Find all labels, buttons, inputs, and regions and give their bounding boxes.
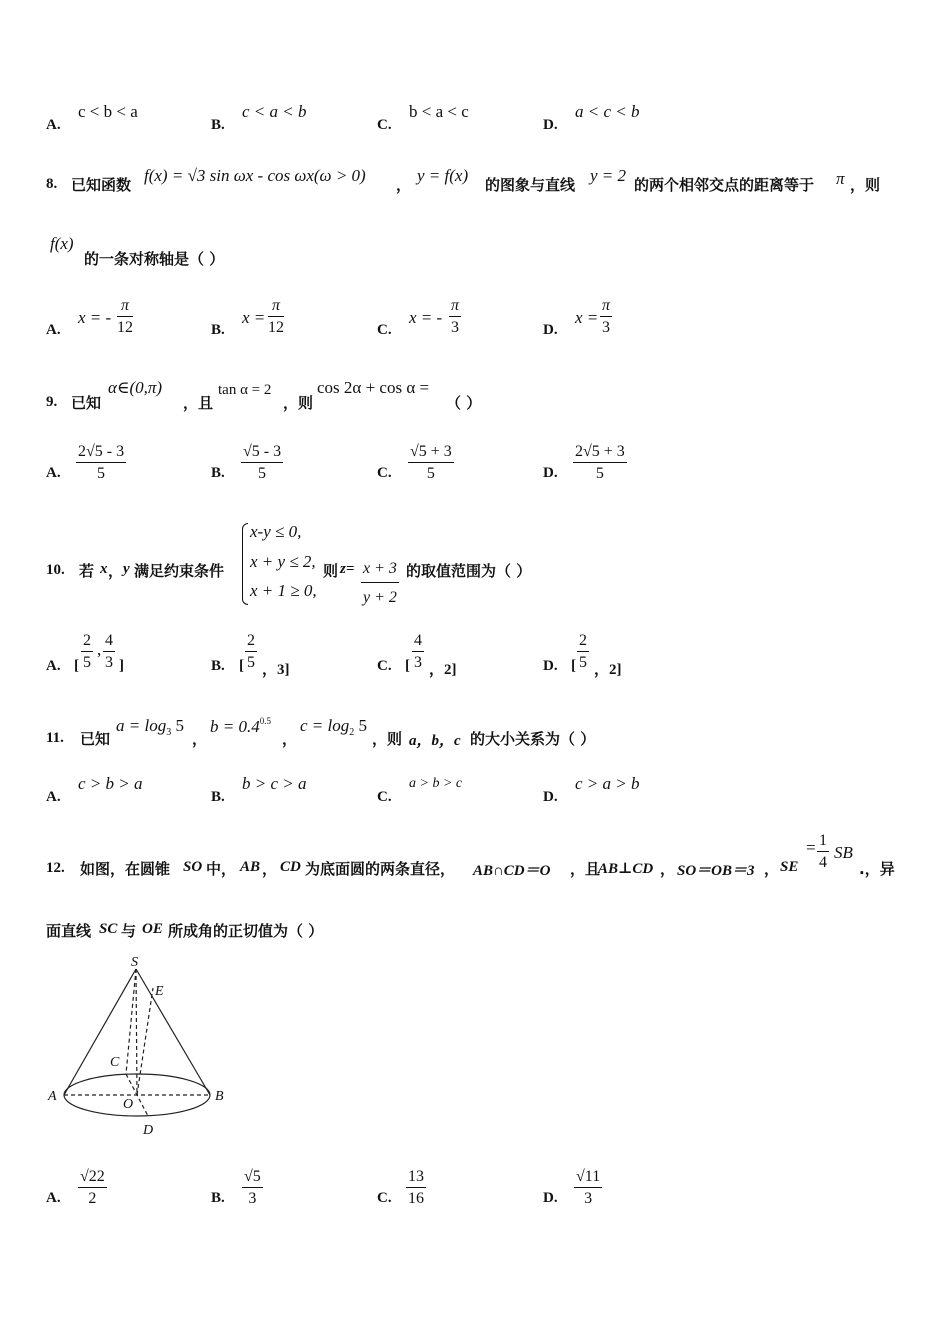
q12-frac-den: 4 bbox=[819, 854, 827, 871]
q10-text-3: 则 bbox=[323, 562, 339, 580]
q12-option-a-den: 2 bbox=[88, 1190, 97, 1207]
q10-text-2: 满足约束条件 bbox=[134, 562, 225, 580]
q12-sep-1: ， bbox=[262, 860, 278, 878]
q9-option-d-frac bbox=[573, 443, 627, 483]
q12-option-b-label: B. bbox=[211, 1190, 225, 1206]
q11-comma-1: ， bbox=[192, 730, 208, 748]
label-b: B bbox=[215, 1089, 224, 1104]
q12-option-c-label: C. bbox=[377, 1190, 392, 1206]
q9-option-d-num: 2√5 + 3 bbox=[575, 443, 625, 460]
q12-option-c-den: 16 bbox=[408, 1190, 424, 1207]
q11-text-2: ，则 bbox=[372, 730, 403, 748]
q10-constraint-3: x + 1 ≥ 0, bbox=[250, 581, 317, 600]
q9-option-b-num: √5 - 3 bbox=[243, 443, 282, 460]
q10-option-c-frac bbox=[412, 632, 424, 672]
q9-option-c-frac bbox=[408, 443, 454, 483]
q10-option-b-d1: 5 bbox=[247, 654, 255, 671]
q10-option-a-frac-2 bbox=[103, 632, 115, 672]
q9-option-a-label: A. bbox=[46, 465, 61, 481]
q8-text-2: 的图象与直线 bbox=[485, 176, 576, 194]
q8-option-c-den: 3 bbox=[451, 319, 459, 336]
q9-option-a-num: 2√5 - 3 bbox=[78, 443, 125, 460]
base-ellipse-front bbox=[64, 1095, 210, 1116]
q11-option-c-label: C. bbox=[377, 789, 392, 805]
q9-cond-2: tan α = 2 bbox=[218, 382, 272, 398]
q8-pi: π bbox=[836, 169, 845, 188]
q9-number: 9. bbox=[46, 394, 58, 410]
q10-z: z= bbox=[340, 561, 355, 577]
q12-sep-3: ， bbox=[764, 860, 780, 878]
label-c: C bbox=[110, 1055, 120, 1070]
q9-option-c-label: C. bbox=[377, 465, 392, 481]
q12-option-b-den: 3 bbox=[248, 1190, 257, 1207]
q12-frac-num: 1 bbox=[819, 832, 827, 849]
q12-text-1: 如图，在圆锥 bbox=[80, 860, 171, 878]
q9-option-b-den: 5 bbox=[258, 465, 267, 482]
q9-option-c-num: √5 + 3 bbox=[410, 443, 452, 460]
q11-a-pre: a = log bbox=[116, 716, 167, 735]
q12-ab: AB bbox=[240, 859, 261, 875]
q9-option-a-frac bbox=[76, 443, 126, 483]
q12-text-7: 与 bbox=[121, 922, 137, 940]
q11-option-d-label: D. bbox=[543, 789, 558, 805]
q12-text-2: 中， bbox=[206, 860, 237, 878]
q9-option-b-label: B. bbox=[211, 465, 225, 481]
q7-option-b-label: B. bbox=[211, 117, 225, 133]
q7-option-a-label: A. bbox=[46, 117, 61, 133]
q8-option-b-label: B. bbox=[211, 322, 225, 338]
q11-a-sub: 3 bbox=[166, 727, 172, 738]
q10-option-b-n1: 2 bbox=[247, 632, 255, 649]
q10-text-4: 的取值范围为（ ） bbox=[406, 562, 532, 580]
q10-text-1: 若 bbox=[79, 562, 95, 580]
q8-option-b-pre: x = bbox=[242, 308, 266, 327]
q12-cd: CD bbox=[280, 859, 301, 875]
q9-option-c-den: 5 bbox=[426, 465, 435, 482]
q9-cond-1: α∈(0,π) bbox=[108, 378, 163, 397]
q10-option-d-n1: 2 bbox=[579, 632, 587, 649]
q10-option-a-n2: 4 bbox=[105, 632, 113, 649]
q11-text-3: 的大小关系为（ ） bbox=[470, 730, 596, 748]
q11-c-sub: 2 bbox=[349, 727, 355, 738]
q12-so: SO bbox=[183, 859, 203, 875]
q10-option-d-rest: ，2] bbox=[594, 662, 622, 678]
q10-option-d-d1: 5 bbox=[579, 654, 587, 671]
q9-option-d-den: 5 bbox=[595, 465, 604, 482]
label-d: D bbox=[143, 1123, 154, 1138]
q12-option-c-frac bbox=[406, 1168, 426, 1208]
q10-constraint-1: x-y ≤ 0, bbox=[250, 522, 302, 541]
q10-option-d-lb: [ bbox=[571, 658, 576, 674]
q12-eq: SO＝OB＝3 bbox=[677, 863, 755, 879]
q9-text-4: （ ） bbox=[446, 394, 482, 412]
q12-intersection: AB∩CD＝O bbox=[473, 863, 551, 879]
q12-frac bbox=[817, 832, 829, 872]
q11-option-b-expr: b > c > a bbox=[242, 774, 307, 793]
q11-b-sup: 0.5 bbox=[259, 716, 271, 726]
q11-a-post: 5 bbox=[175, 716, 184, 735]
q8-option-c-label: C. bbox=[377, 322, 392, 338]
q8-line: y = 2 bbox=[590, 166, 627, 185]
q7-option-d-label: D. bbox=[543, 117, 558, 133]
q10-option-a-d2: 3 bbox=[105, 654, 113, 671]
q9-text-2: ，且 bbox=[183, 394, 214, 412]
q11-option-b-label: B. bbox=[211, 789, 225, 805]
q12-option-c-num: 13 bbox=[408, 1168, 424, 1185]
q12-option-a-label: A. bbox=[46, 1190, 61, 1206]
q7-option-b-expr: c < a < b bbox=[242, 102, 307, 121]
q8-option-c-pre: x = - bbox=[409, 308, 443, 327]
q10-option-a-lb: [ bbox=[74, 658, 79, 674]
q10-option-b-label: B. bbox=[211, 658, 225, 674]
q10-option-a-n1: 2 bbox=[83, 632, 91, 649]
q11-a bbox=[116, 716, 184, 738]
q8-number: 8. bbox=[46, 176, 58, 192]
q10-sep: ， bbox=[108, 562, 124, 580]
q12-option-b-frac bbox=[242, 1168, 263, 1208]
q10-option-c-d1: 3 bbox=[414, 654, 422, 671]
q12-text-4: ，且 bbox=[570, 860, 601, 878]
q8-text-5: 的一条对称轴是（ ） bbox=[84, 250, 225, 268]
q8-option-a-frac bbox=[117, 297, 133, 337]
q8-y-fx: y = f(x) bbox=[417, 166, 469, 185]
q8-option-b-frac bbox=[268, 297, 284, 337]
q12-option-a-frac bbox=[78, 1168, 107, 1208]
q8-text-4: ，则 bbox=[850, 176, 881, 194]
q12-option-d-den: 3 bbox=[584, 1190, 593, 1207]
q9-option-b-frac bbox=[241, 443, 283, 483]
q11-number: 11. bbox=[46, 730, 64, 746]
q10-option-b-frac bbox=[245, 632, 257, 672]
label-s: S bbox=[131, 955, 138, 970]
height-so bbox=[136, 969, 137, 1095]
segment-oe bbox=[137, 988, 153, 1095]
q8-fx: f(x) bbox=[50, 234, 74, 253]
q12-option-a-num: √22 bbox=[80, 1168, 105, 1185]
q11-comma-2: ， bbox=[282, 730, 298, 748]
q10-option-a-rb: ] bbox=[119, 658, 124, 674]
q10-option-d-label: D. bbox=[543, 658, 558, 674]
q8-option-d-pre: x = bbox=[575, 308, 599, 327]
q12-oe: OE bbox=[142, 921, 163, 937]
q8-option-a-label: A. bbox=[46, 322, 61, 338]
q9-text-3: ，则 bbox=[283, 394, 314, 412]
q12-perp: AB⊥CD bbox=[598, 861, 654, 877]
q7-option-c-label: C. bbox=[377, 117, 392, 133]
q10-option-b-rest: ，3] bbox=[262, 662, 290, 678]
q8-option-c-frac bbox=[449, 297, 461, 337]
q7-option-c-expr: b < a < c bbox=[409, 102, 469, 121]
q12-sb: SB bbox=[834, 843, 853, 862]
q10-option-d-frac bbox=[577, 632, 589, 672]
q11-c bbox=[300, 716, 367, 738]
q12-se: SE bbox=[780, 859, 799, 875]
q12-text-3: 为底面圆的两条直径， bbox=[305, 860, 456, 878]
q11-option-a-label: A. bbox=[46, 789, 61, 805]
q10-frac-num: x + 3 bbox=[363, 560, 397, 577]
q10-option-b-lb: [ bbox=[239, 658, 244, 674]
q10-frac-den: y + 2 bbox=[363, 589, 397, 606]
q11-c-pre: c = log bbox=[300, 716, 350, 735]
q10-number: 10. bbox=[46, 562, 65, 578]
cone-figure bbox=[40, 950, 240, 1145]
q12-text-6: 面直线 bbox=[46, 922, 92, 940]
q8-function: f(x) = √3 sin ωx - cos ωx(ω > 0) bbox=[144, 166, 366, 185]
label-e: E bbox=[155, 984, 164, 999]
q10-option-c-n1: 4 bbox=[414, 632, 422, 649]
q7-option-d-expr: a < c < b bbox=[575, 102, 640, 121]
q12-option-d-frac bbox=[574, 1168, 602, 1208]
q9-option-a-den: 5 bbox=[97, 465, 106, 482]
q10-frac bbox=[361, 560, 399, 607]
q11-option-d-expr: c > a > b bbox=[575, 774, 640, 793]
q8-text-1: 已知函数 bbox=[71, 176, 132, 194]
q8-option-a-num: π bbox=[120, 297, 129, 314]
q10-var-x: x bbox=[100, 561, 108, 577]
q12-number: 12. bbox=[46, 860, 65, 876]
q10-option-c-rest: ，2] bbox=[429, 662, 457, 678]
q8-option-b-num: π bbox=[271, 297, 280, 314]
q10-var-y: y bbox=[123, 561, 130, 577]
q12-sep-2: ， bbox=[660, 860, 676, 878]
q10-option-c-label: C. bbox=[377, 658, 392, 674]
q8-option-a-pre: x = - bbox=[78, 308, 112, 327]
q11-b-pre: b = 0.4 bbox=[210, 717, 260, 736]
q12-option-d-label: D. bbox=[543, 1190, 558, 1206]
system-brace bbox=[242, 523, 248, 605]
q10-option-a-comma: , bbox=[97, 640, 102, 659]
q8-option-d-label: D. bbox=[543, 322, 558, 338]
edge-sa bbox=[64, 969, 136, 1095]
q12-text-8: 所成角的正切值为（ ） bbox=[168, 922, 324, 940]
q8-option-a-den: 12 bbox=[117, 319, 133, 336]
q8-text-3: 的两个相邻交点的距离等于 bbox=[634, 176, 815, 194]
q9-text-1: 已知 bbox=[71, 394, 102, 412]
q8-option-d-frac bbox=[600, 297, 612, 337]
q11-option-a-expr: c > b > a bbox=[78, 774, 143, 793]
q8-option-d-den: 3 bbox=[602, 319, 610, 336]
q11-vars: a，b，c bbox=[409, 733, 461, 749]
label-a: A bbox=[48, 1089, 57, 1104]
q12-equals: = bbox=[806, 838, 816, 857]
q7-option-a-expr: c < b < a bbox=[78, 102, 138, 121]
label-o: O bbox=[123, 1097, 134, 1112]
q8-option-d-num: π bbox=[602, 297, 611, 314]
q12-text-5: .，异 bbox=[859, 860, 895, 878]
q9-expr: cos 2α + cos α = bbox=[317, 378, 430, 397]
q12-option-b-num: √5 bbox=[244, 1168, 261, 1185]
q10-option-a-d1: 5 bbox=[83, 654, 91, 671]
q9-option-d-label: D. bbox=[543, 465, 558, 481]
q10-option-a-label: A. bbox=[46, 658, 61, 674]
q12-option-d-num: √11 bbox=[576, 1168, 601, 1185]
q11-b bbox=[210, 716, 271, 737]
q8-comma: ， bbox=[396, 176, 412, 194]
q10-constraint-2: x + y ≤ 2, bbox=[250, 552, 316, 571]
q10-option-c-lb: [ bbox=[405, 658, 410, 674]
q11-c-post: 5 bbox=[358, 716, 367, 735]
q11-option-c-expr: a > b > c bbox=[409, 776, 463, 791]
q12-sc: SC bbox=[99, 921, 118, 937]
q11-text-1: 已知 bbox=[80, 730, 111, 748]
q10-option-a-frac-1 bbox=[81, 632, 93, 672]
q8-option-b-den: 12 bbox=[268, 319, 284, 336]
q8-option-c-num: π bbox=[451, 297, 460, 314]
